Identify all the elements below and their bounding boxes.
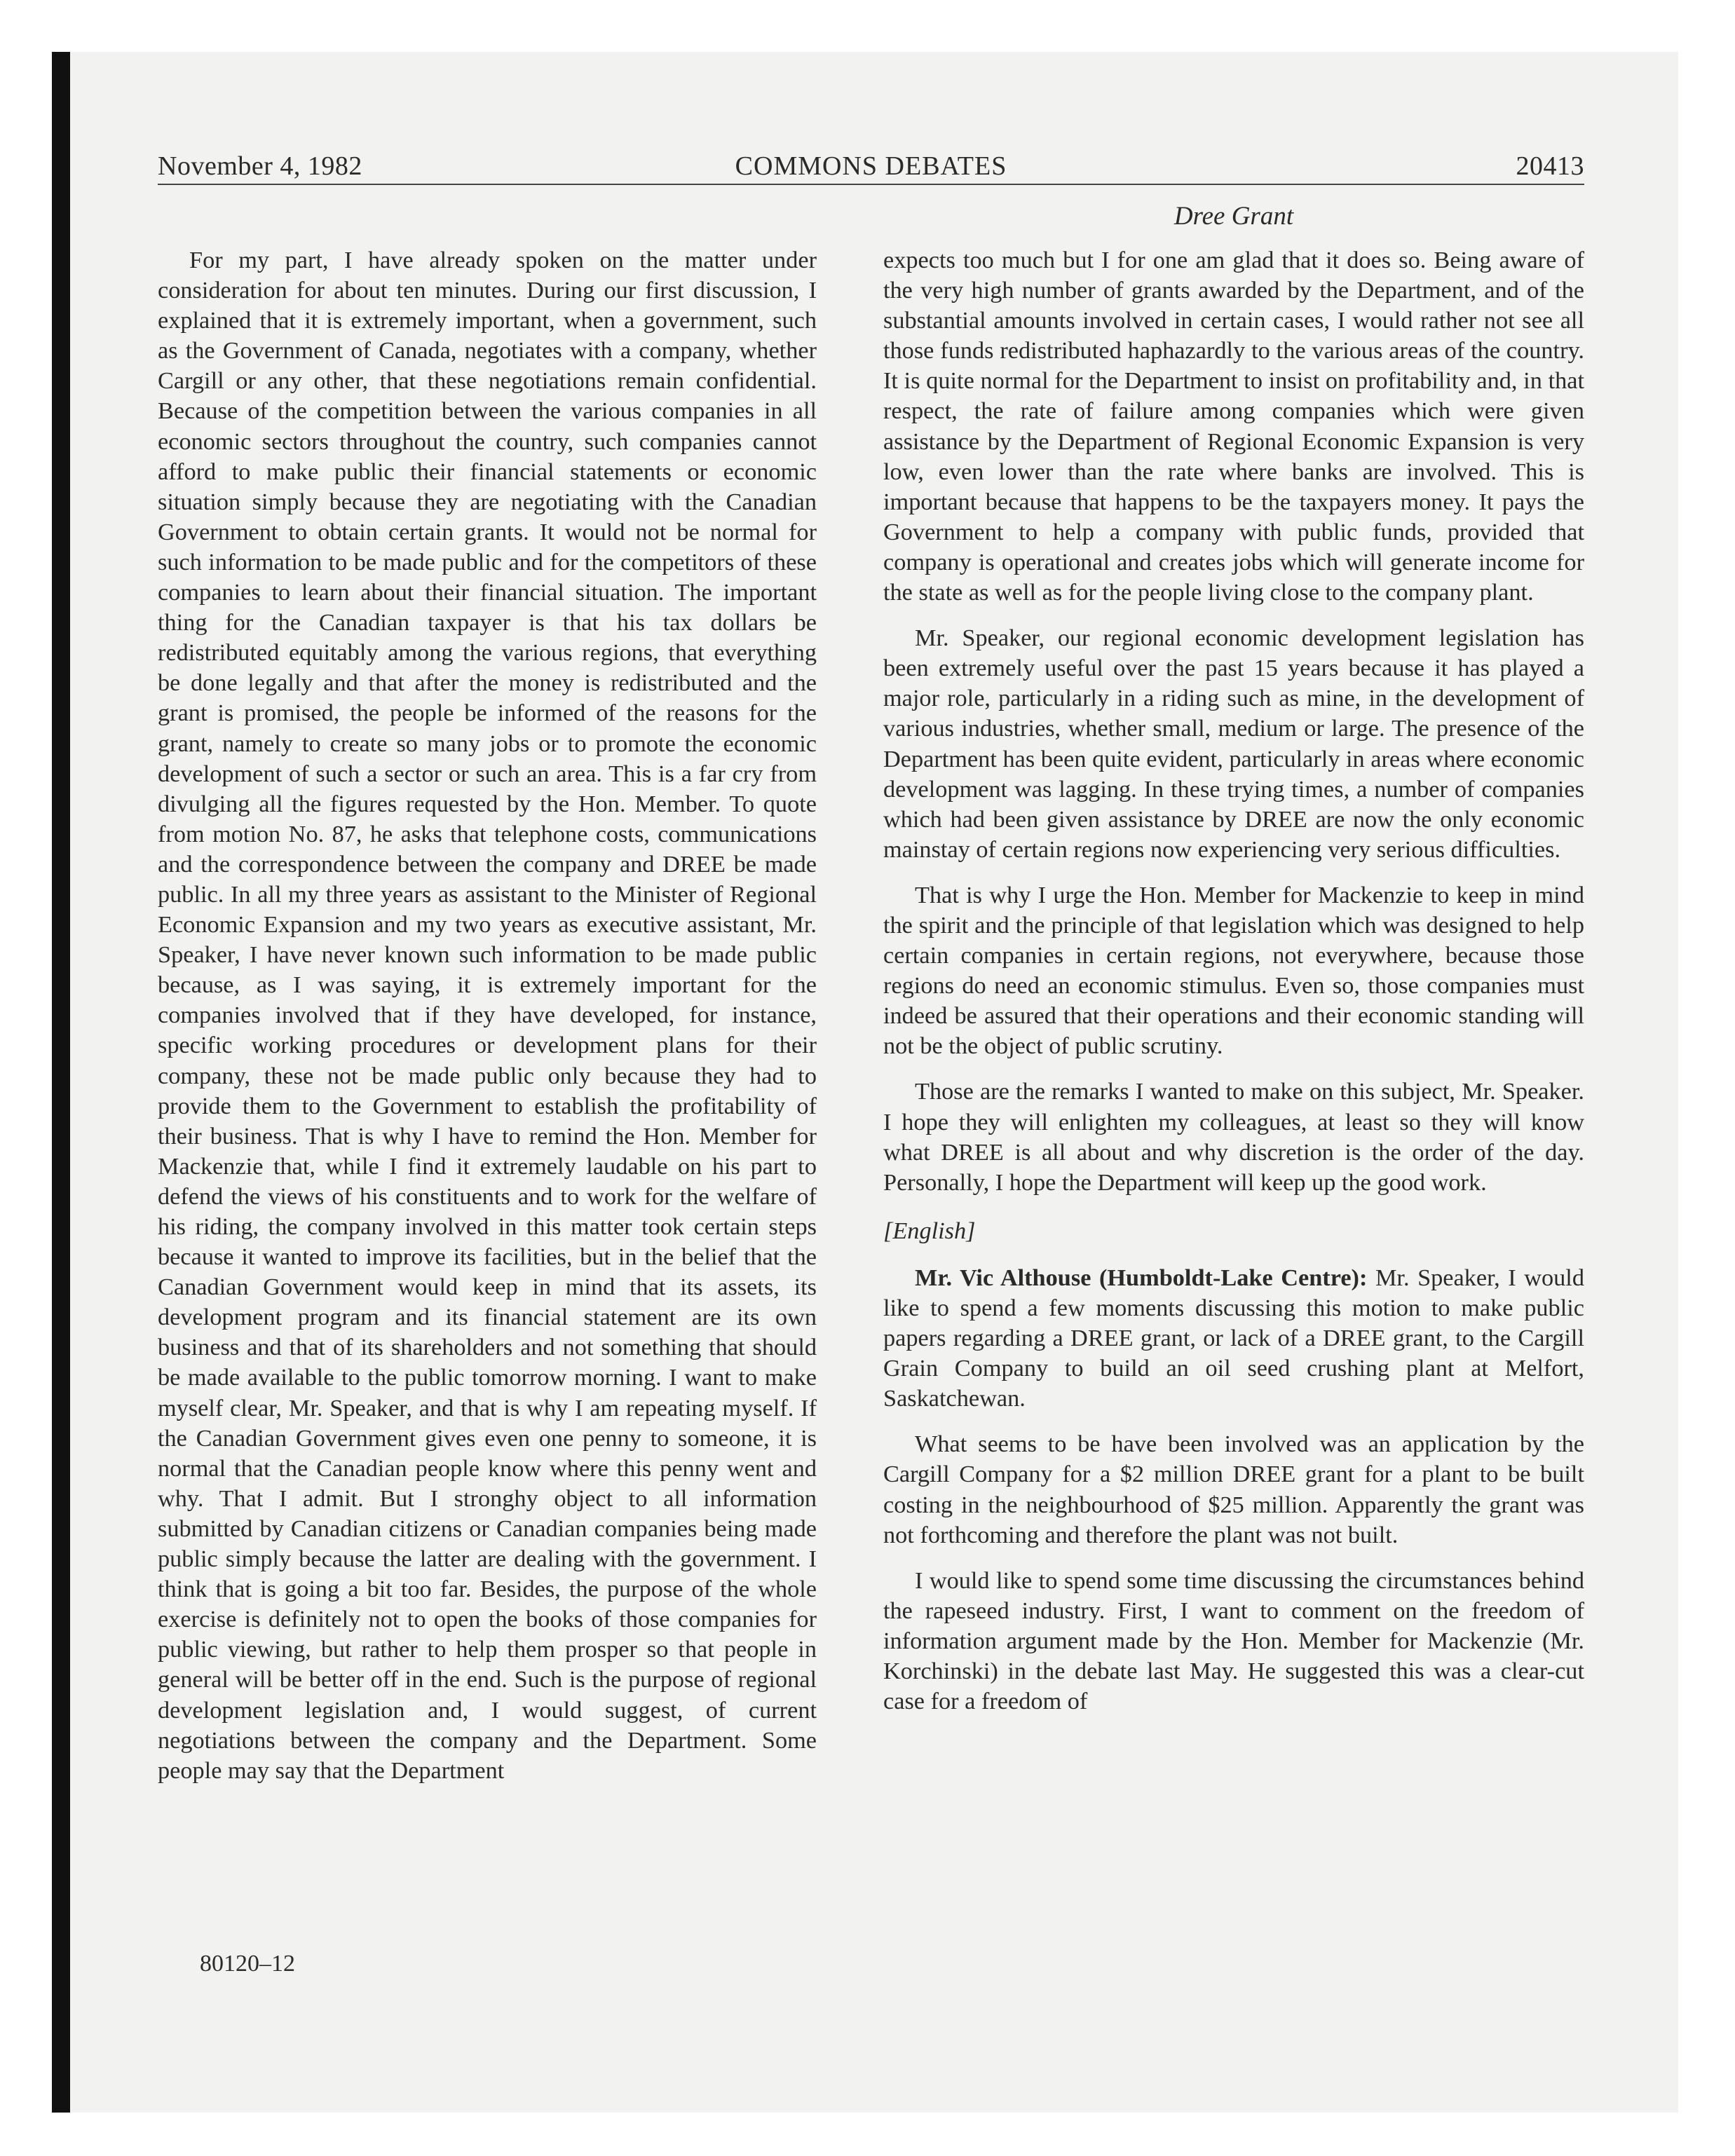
paragraph: That is why I urge the Hon. Member for Mackenzie to keep in mind the spirit and the principle of that legislation which was designed to help certain companies in certain regions, not everywhere, because those regions do need an economic stimulus. Even so, those companies must indeed be assured that their operations and their economic standing will not be the object of public scrutiny. [883, 881, 1584, 1060]
paragraph: I would like to spend some time discussing the circumstances behind the rapeseed industry. First, I want to comment on the freedom of information argument made by the Hon. Member for Mackenzie (Mr. Korchinski) in the debate last May. He suggested this was a clear-cut case for a freedom of [883, 1567, 1584, 1715]
left-column [158, 245, 817, 1801]
speaker-paragraph [883, 1263, 1584, 1414]
paragraph: Those are the remarks I wanted to make on this subject, Mr. Speaker. I hope they will enlighten my colleagues, at least so they will know what DREE is all about and why discretion is the order of the day. Personally, I hope the Department will keep up the good work. [883, 1078, 1584, 1196]
paragraph: Mr. Speaker, our regional economic development legislation has been extremely useful over the past 15 years because it has played a major role, particularly in a riding such as mine, in the development of various industries, whether small, medium or large. The presence of the Department has been quite evident, particularly in areas where economic development was lagging. In these trying times, a number of companies which had been given assistance by DREE are now the only economic mainstay of certain regions now experiencing very serious difficulties. [883, 625, 1584, 863]
speaker-text: Mr. Speaker, I would like to spend a few moments discussing this motion to make public papers regarding a DREE grant, or lack of a DREE grant, to the Cargill Grain Company to build an oil seed crushing plant at Melfort, Saskatchewan. [883, 1264, 1584, 1412]
page-header [158, 149, 1584, 185]
paragraph: For my part, I have already spoken on the matter under consideration for about ten minutes. During our first discussion, I explained that it is extremely important, when a government, such as the Government of Canada, negotiates with a company, whether Cargill or any other, that these negotiations remain confidential. Because of the competition between the various companies in all economic sectors throughout the country, such companies cannot afford to make public their financial statements or economic situation simply because they are negotiating with the Canadian Government to obtain certain grants. It would not be normal for such information to be made public and for the competitors of these companies to learn about their financial situation. The important thing for the Canadian taxpayer is that his tax dollars be redistributed equitably among the various regions, that everything be done legally and that after the money is redistributed and the grant is promised, the people be informed of the reasons for the grant, namely to create so many jobs or to promote the economic development of such a sector or such an area. This is a far cry from divulging all the figures requested by the Hon. Member. To quote from motion No. 87, he asks that telephone costs, communications and the correspondence between the company and DREE be made public. In all my three years as assistant to the Minister of Regional Economic Expansion and my two years as executive assistant, Mr. Speaker, I have never known such information to be made public because, as I was saying, it is extremely important for the companies involved that if they have developed, for instance, specific working procedures or development plans for their company, these not be made public only because they had to provide them to the Government to establish the profitability of their business. That is why I have to remind the Hon. Member for Mackenzie that, while I find it extremely laudable on his part to defend the views of his constituents and to work for the welfare of his riding, the company involved in this matter took certain steps because it wanted to improve its facilities, but in the belief that the Canadian Government would keep in mind that its assets, its development program and its financial statement are its own business and that of its shareholders and not something that should be made available to the public tomorrow morning. I want to make myself clear, Mr. Speaker, and that is why I am repeating myself. If the Canadian Government gives even one penny to someone, it is normal that the Canadian people know where this penny went and why. That I admit. But I stronghy object to all information submitted by Canadian citizens or Canadian companies being made public simply because the latter are dealing with the government. I think that is going a bit too far. Besides, the purpose of the whole exercise is definitely not to open the books of those companies for public viewing, but rather to help them prosper so that people in general will be better off in the end. Such is the purpose of regional development legislation and, I would suggest, of current negotiations between the company and the Department. Some people may say that the Department [158, 247, 817, 1784]
paragraph: expects too much but I for one am glad that it does so. Being aware of the very high number of grants awarded by the Department, and of the substantial amounts involved in certain cases, I would rather not see all those funds redistributed haphazardly to the various areas of the country. It is quite normal for the Department to insist on profitability and, in that respect, the rate of failure among companies which were given assistance by the Department of Regional Economic Expansion is very low, even lower than the rate where banks are involved. This is important because that happens to be the taxpayers money. It pays the Government to help a company with public funds, provided that company is operational and creates jobs which will generate income for the state as well as for the people living close to the company plant. [883, 247, 1584, 606]
header-publication: COMMONS DEBATES [735, 151, 1007, 181]
speaker-name: Mr. Vic Althouse (Humboldt-Lake Centre): [915, 1264, 1368, 1291]
language-marker: [English] [883, 1217, 976, 1244]
binding-edge [52, 52, 70, 2113]
footer-code: 80120–12 [200, 1951, 295, 1977]
header-page-number: 20413 [1516, 151, 1584, 181]
section-title: Dree Grant [1173, 202, 1294, 231]
header-date: November 4, 1982 [158, 151, 362, 181]
paragraph: What seems to be have been involved was an application by the Cargill Company for a $2 million DREE grant for a plant to be built costing in the neighbourhood of $25 million. Apparently the grant was not forthcoming and therefore the plant was not built. [883, 1431, 1584, 1548]
right-column [883, 245, 1584, 1732]
